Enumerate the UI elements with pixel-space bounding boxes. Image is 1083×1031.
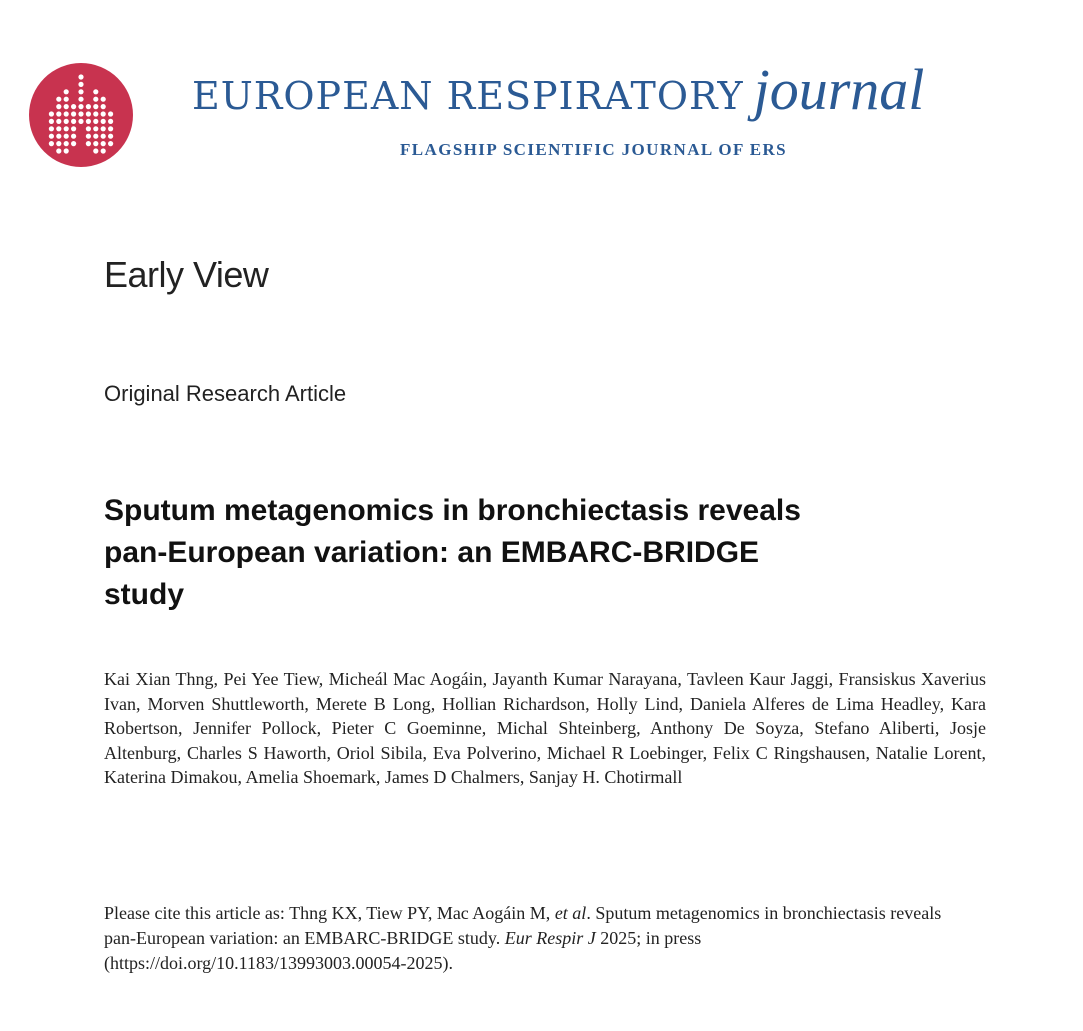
logo-dot bbox=[56, 119, 61, 124]
logo-dot bbox=[78, 111, 83, 116]
logo-dot bbox=[64, 134, 69, 139]
logo-dot bbox=[71, 111, 76, 116]
citation-journal: Eur Respir J bbox=[504, 928, 596, 948]
logo-dot bbox=[78, 97, 83, 102]
article-title-line: Sputum metagenomics in bronchiectasis reveals bbox=[104, 494, 801, 527]
logo-dot bbox=[108, 126, 113, 131]
logo-dot bbox=[49, 134, 54, 139]
logo-dot bbox=[56, 104, 61, 109]
logo-dot bbox=[71, 134, 76, 139]
logo-dot bbox=[86, 111, 91, 116]
logo-dot bbox=[93, 89, 98, 94]
logo-dot bbox=[71, 104, 76, 109]
logo-dot bbox=[93, 126, 98, 131]
logo-dot bbox=[101, 97, 106, 102]
journal-masthead bbox=[192, 56, 924, 123]
logo-dot bbox=[93, 119, 98, 124]
logo-dot bbox=[101, 104, 106, 109]
logo-dot bbox=[78, 82, 83, 87]
logo-dot bbox=[78, 119, 83, 124]
logo-dot bbox=[49, 126, 54, 131]
logo-dot bbox=[108, 119, 113, 124]
logo-dot bbox=[86, 104, 91, 109]
logo-dot bbox=[86, 134, 91, 139]
logo-dot bbox=[86, 141, 91, 146]
ers-lungs-logo-icon bbox=[29, 63, 133, 167]
logo-dot bbox=[49, 111, 54, 116]
logo-dot bbox=[93, 111, 98, 116]
logo-dot bbox=[101, 148, 106, 153]
citation-suffix: 2025; in press (https://doi.org/10.1183/13993003.00054-2025). bbox=[104, 928, 702, 973]
logo-dot bbox=[64, 97, 69, 102]
logo-dot bbox=[101, 119, 106, 124]
citation-note bbox=[104, 901, 964, 976]
logo-dot bbox=[78, 74, 83, 79]
logo-dot bbox=[108, 141, 113, 146]
logo-dot bbox=[56, 111, 61, 116]
early-view-label: Early View bbox=[104, 254, 269, 295]
article-title-line: study bbox=[104, 578, 185, 611]
logo-dot bbox=[93, 97, 98, 102]
logo-dot bbox=[64, 141, 69, 146]
logo-dot bbox=[71, 126, 76, 131]
logo-dot bbox=[64, 119, 69, 124]
logo-dot bbox=[56, 148, 61, 153]
logo-dot bbox=[64, 148, 69, 153]
logo-dot bbox=[101, 134, 106, 139]
logo-dot bbox=[86, 126, 91, 131]
logo-dot bbox=[93, 148, 98, 153]
logo-dot bbox=[78, 89, 83, 94]
logo-dot bbox=[64, 104, 69, 109]
author-list: Kai Xian Thng, Pei Yee Tiew, Micheál Mac Aogáin, Jayanth Kumar Narayana, Tavleen Kaur Jaggi, Fransiskus Xaverius Ivan, Morven Shuttleworth, Merete B Long, Hollian Richardson, Holly Lind, Daniela Alferes de Lima Headley, Kara Robertson, Jennifer Pollock, Pieter C Goeminne, Michal Shteinberg, Anthony De Soyza, Stefano Aliberti, Josje Altenburg, Charles S Haworth, Oriol Sibila, Eva Polverino, Michael R Loebinger, Felix C Ringshausen, Natalie Lorent, Katerina Dimakou, Amelia Shoemark, James D Chalmers, Sanjay H. Chotirmall bbox=[104, 669, 986, 787]
citation-et-al: et al bbox=[554, 903, 587, 923]
logo-dot bbox=[93, 134, 98, 139]
logo-dot bbox=[108, 134, 113, 139]
citation-middle: . Sputum metagenomics in bronchiectasis reveals pan-European variation: an EMBARC-BRIDGE study. bbox=[104, 903, 942, 948]
logo-dot bbox=[56, 97, 61, 102]
citation-prefix: Please cite this article as: Thng KX, Tiew PY, Mac Aogáin M, bbox=[104, 903, 555, 923]
logo-dot bbox=[108, 111, 113, 116]
logo-dot bbox=[56, 126, 61, 131]
logo-dot bbox=[56, 141, 61, 146]
journal-name-italic: journal bbox=[753, 57, 925, 122]
logo-dot bbox=[49, 119, 54, 124]
logo-dot bbox=[56, 134, 61, 139]
logo-dot bbox=[101, 126, 106, 131]
journal-name: EUROPEAN RESPIRATORY bbox=[192, 74, 744, 118]
logo-dot bbox=[71, 119, 76, 124]
article-type: Original Research Article bbox=[104, 381, 347, 406]
logo-dot bbox=[101, 111, 106, 116]
logo-dot bbox=[78, 104, 83, 109]
logo-dot bbox=[49, 141, 54, 146]
logo-dot bbox=[93, 141, 98, 146]
logo-dot bbox=[93, 104, 98, 109]
journal-tagline: FLAGSHIP SCIENTIFIC JOURNAL OF ERS bbox=[400, 140, 788, 159]
logo-dot bbox=[64, 89, 69, 94]
article-title bbox=[104, 490, 904, 616]
logo-dot bbox=[71, 141, 76, 146]
logo-dot bbox=[86, 119, 91, 124]
logo-dot bbox=[64, 126, 69, 131]
logo-dot bbox=[64, 111, 69, 116]
article-title-line: pan-European variation: an EMBARC-BRIDGE bbox=[104, 536, 760, 569]
logo-dot bbox=[101, 141, 106, 146]
